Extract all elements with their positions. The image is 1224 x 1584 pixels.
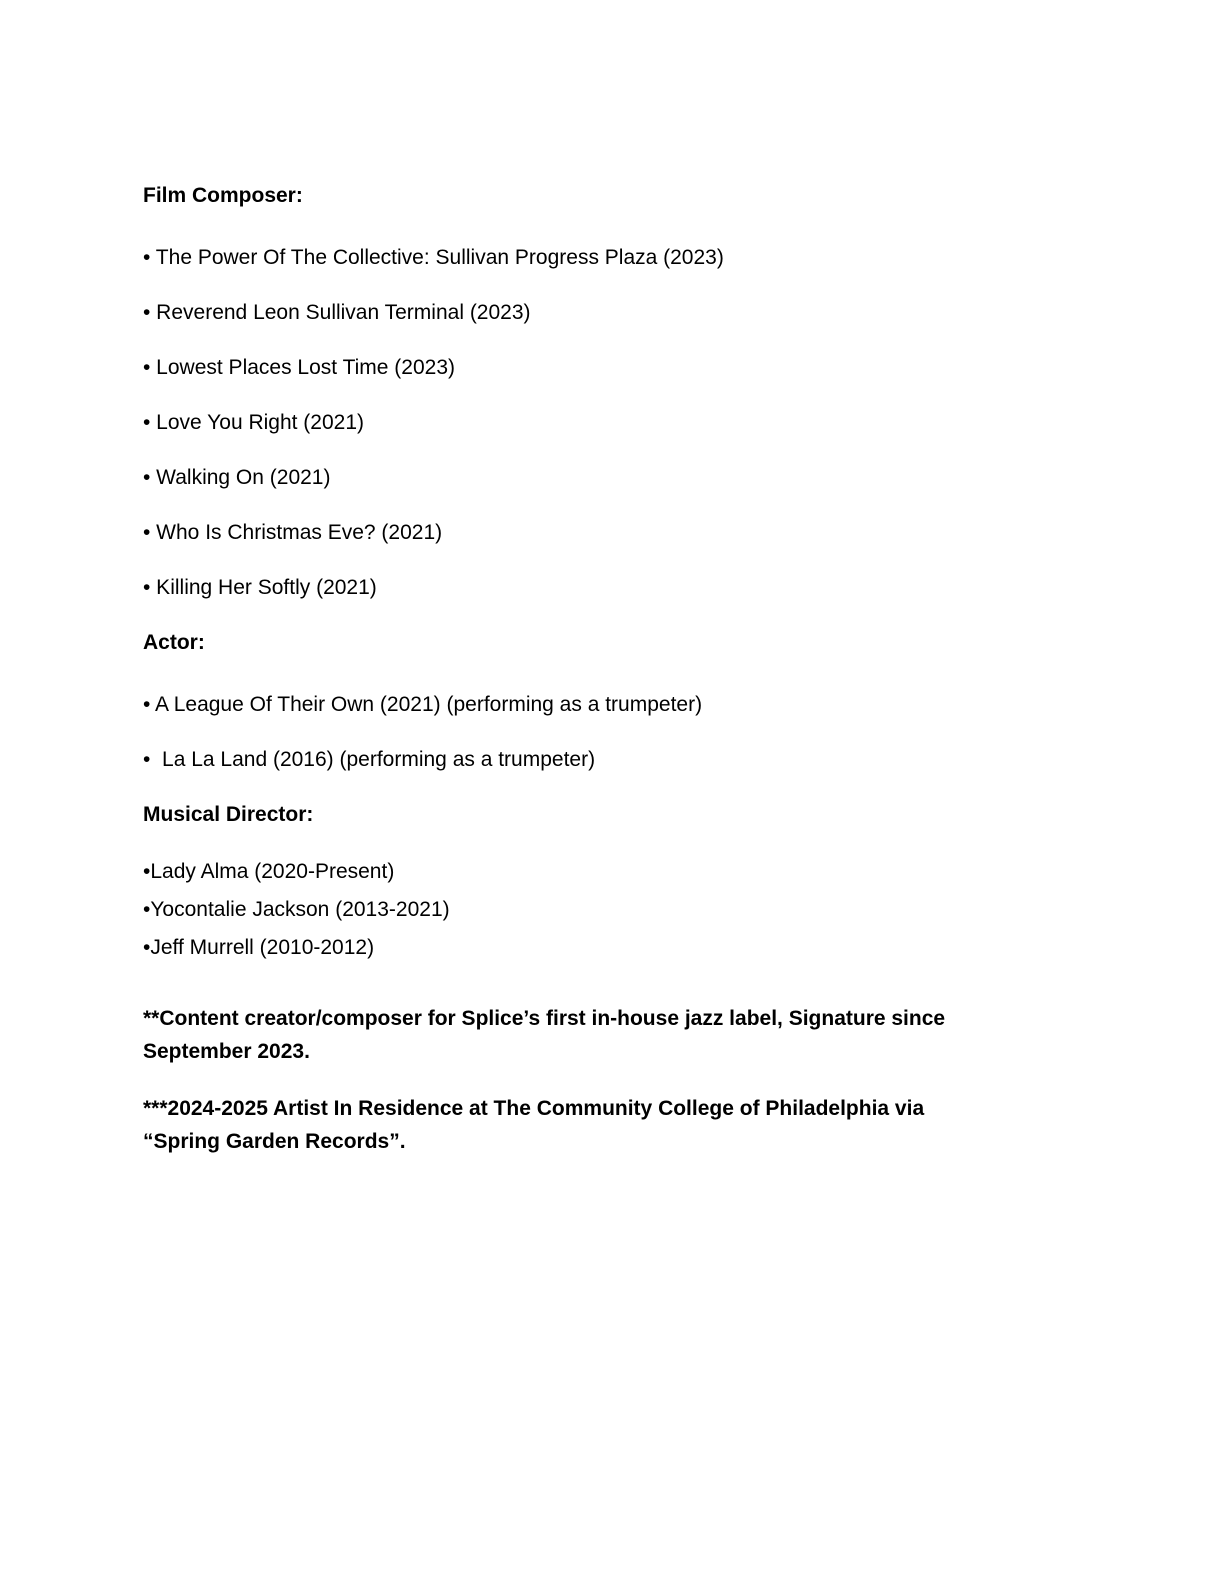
list-item: • Reverend Leon Sullivan Terminal (2023) — [143, 301, 531, 324]
list-item: • La La Land (2016) (performing as a trumpeter) — [143, 748, 596, 771]
footnote-splice: **Content creator/composer for Splice’s first in-house jazz label, Signature since September 2023. — [143, 1007, 946, 1063]
list-item: •Jeff Murrell (2010-2012) — [143, 936, 375, 959]
list-item: • Killing Her Softly (2021) — [143, 576, 377, 599]
section-heading-actor: Actor: — [143, 631, 205, 654]
section-musical-director — [143, 802, 1093, 960]
list-item: • Walking On (2021) — [143, 466, 331, 489]
list-item: • The Power Of The Collective: Sullivan Progress Plaza (2023) — [143, 246, 724, 269]
footnotes — [143, 1002, 1093, 1158]
list-item: • A League Of Their Own (2021) (performing as a trumpeter) — [143, 693, 703, 716]
section-heading-film-composer: Film Composer: — [143, 184, 303, 207]
section-film-composer — [143, 183, 1093, 600]
section-heading-musical-director: Musical Director: — [143, 803, 314, 826]
list-item: •Yocontalie Jackson (2013-2021) — [143, 898, 450, 921]
document-content — [143, 183, 1093, 1182]
list-item: •Lady Alma (2020-Present) — [143, 860, 395, 883]
list-item: • Love You Right (2021) — [143, 411, 365, 434]
footnote-artist-in-residence: ***2024-2025 Artist In Residence at The Community College of Philadelphia via “Spring Garden Records”. — [143, 1097, 925, 1153]
list-item: • Lowest Places Lost Time (2023) — [143, 356, 455, 379]
section-actor — [143, 630, 1093, 772]
list-item: • Who Is Christmas Eve? (2021) — [143, 521, 443, 544]
